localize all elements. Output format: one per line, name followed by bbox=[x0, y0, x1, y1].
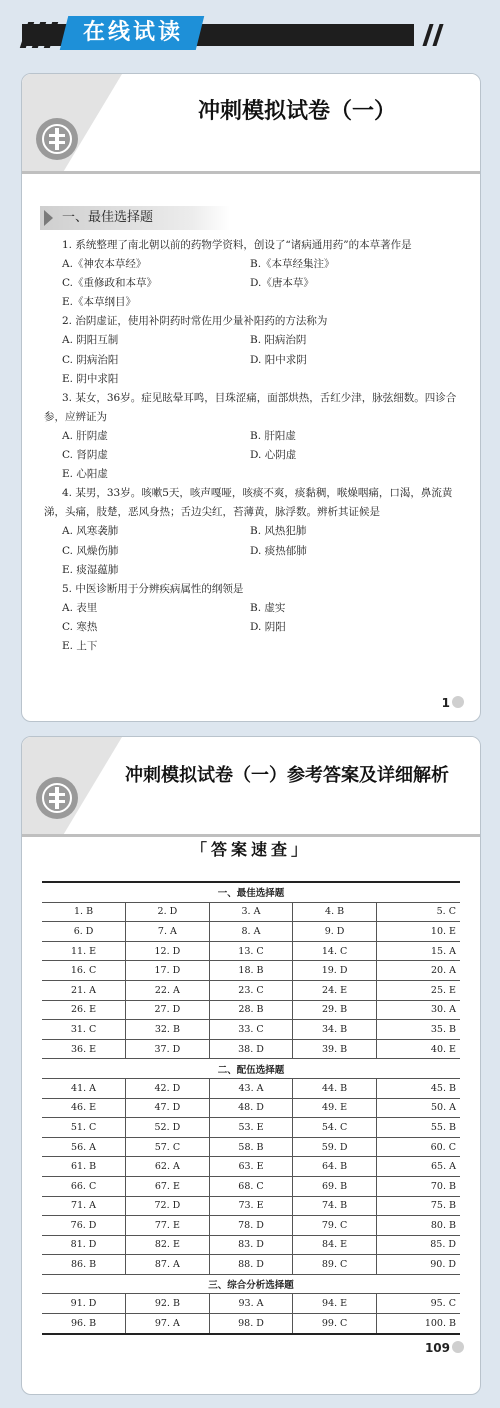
answer-cell: 92. B bbox=[126, 1294, 210, 1314]
table-row bbox=[42, 1216, 460, 1236]
option-list bbox=[44, 255, 460, 312]
answer-cell: 56. A bbox=[42, 1137, 126, 1157]
banner bbox=[0, 0, 500, 60]
answer-option: E. 上下 bbox=[62, 639, 98, 652]
answer-cell: 59. D bbox=[293, 1137, 377, 1157]
answer-cell: 7. A bbox=[126, 922, 210, 942]
answer-option: D. 阳中求阴 bbox=[250, 353, 307, 366]
answer-cell: 33. C bbox=[209, 1020, 293, 1040]
answer-cell: 52. D bbox=[126, 1118, 210, 1138]
page-header bbox=[22, 74, 480, 174]
answer-cell: 57. C bbox=[126, 1137, 210, 1157]
answer-cell: 70. B bbox=[376, 1176, 460, 1196]
page-title: 冲刺模拟试卷（一）参考答案及详细解析 bbox=[125, 765, 449, 786]
option-list bbox=[44, 522, 460, 579]
answer-cell: 64. B bbox=[293, 1157, 377, 1177]
answer-cell: 88. D bbox=[209, 1255, 293, 1275]
answer-cell: 83. D bbox=[209, 1235, 293, 1255]
answer-option: D. 痰热郁肺 bbox=[250, 544, 307, 557]
answer-cell: 80. B bbox=[376, 1216, 460, 1236]
answer-cell: 35. B bbox=[376, 1020, 460, 1040]
answer-cell: 61. B bbox=[42, 1157, 126, 1177]
table-row bbox=[42, 1255, 460, 1275]
table-row bbox=[42, 1118, 460, 1138]
flower-icon bbox=[452, 696, 464, 708]
answer-cell: 41. A bbox=[42, 1078, 126, 1098]
answer-cell: 75. B bbox=[376, 1196, 460, 1216]
answer-cell: 26. E bbox=[42, 1000, 126, 1020]
answer-cell: 34. B bbox=[293, 1020, 377, 1040]
answer-option: A. 肝阴虚 bbox=[62, 429, 108, 442]
page-number bbox=[425, 1341, 464, 1355]
answer-cell: 49. E bbox=[293, 1098, 377, 1118]
answer-cell: 99. C bbox=[293, 1314, 377, 1334]
answer-option: E. 阴中求阳 bbox=[62, 372, 119, 385]
table-row bbox=[42, 1235, 460, 1255]
table-row bbox=[42, 1157, 460, 1177]
answer-cell: 40. E bbox=[376, 1039, 460, 1059]
answer-cell: 43. A bbox=[209, 1078, 293, 1098]
answer-cell: 45. B bbox=[376, 1078, 460, 1098]
table-row bbox=[42, 980, 460, 1000]
table-row bbox=[42, 902, 460, 922]
section-heading-label: 一、最佳选择题 bbox=[62, 210, 154, 225]
answer-cell: 90. D bbox=[376, 1255, 460, 1275]
question-list bbox=[44, 236, 460, 656]
answer-cell: 17. D bbox=[126, 961, 210, 981]
header-decoration bbox=[22, 737, 480, 837]
answer-cell: 69. B bbox=[293, 1176, 377, 1196]
answer-cell: 47. D bbox=[126, 1098, 210, 1118]
answer-cell: 12. D bbox=[126, 941, 210, 961]
exam-page bbox=[21, 73, 481, 722]
answer-cell: 30. A bbox=[376, 1000, 460, 1020]
table-row bbox=[42, 1020, 460, 1040]
answer-cell: 10. E bbox=[376, 922, 460, 942]
answer-cell: 77. E bbox=[126, 1216, 210, 1236]
answer-cell: 85. D bbox=[376, 1235, 460, 1255]
answer-option: A.《神农本草经》 bbox=[62, 258, 147, 271]
table-row bbox=[42, 1078, 460, 1098]
answer-section-heading: 一、最佳选择题 bbox=[42, 882, 460, 902]
answer-cell: 37. D bbox=[126, 1039, 210, 1059]
answer-cell: 18. B bbox=[209, 961, 293, 981]
answer-cell: 39. B bbox=[293, 1039, 377, 1059]
answer-cell: 66. C bbox=[42, 1176, 126, 1196]
chevron-right-icon bbox=[44, 210, 53, 226]
answer-cell: 6. D bbox=[42, 922, 126, 942]
table-row bbox=[42, 1314, 460, 1334]
answer-cell: 32. B bbox=[126, 1020, 210, 1040]
answer-cell: 48. D bbox=[209, 1098, 293, 1118]
answer-cell: 87. A bbox=[126, 1255, 210, 1275]
table-row bbox=[42, 1294, 460, 1314]
answer-option: E.《本草纲目》 bbox=[62, 296, 137, 309]
table-row bbox=[42, 922, 460, 942]
answer-cell: 22. A bbox=[126, 980, 210, 1000]
question-text: 1. 系统整理了南北朝以前的药物学资料，创设了“诸病通用药”的本草著作是 bbox=[62, 239, 412, 251]
answer-cell: 97. A bbox=[126, 1314, 210, 1334]
answer-option: D.《唐本草》 bbox=[250, 277, 314, 290]
answer-cell: 25. E bbox=[376, 980, 460, 1000]
answer-cell: 91. D bbox=[42, 1294, 126, 1314]
answer-option: A. 阴阳互制 bbox=[62, 334, 119, 347]
answer-cell: 84. E bbox=[293, 1235, 377, 1255]
answer-cell: 9. D bbox=[293, 922, 377, 942]
answer-cell: 82. E bbox=[126, 1235, 210, 1255]
answer-cell: 76. D bbox=[42, 1216, 126, 1236]
answer-cell: 27. D bbox=[126, 1000, 210, 1020]
question-text: 5. 中医诊断用于分辨疾病属性的纲领是 bbox=[62, 582, 244, 595]
answer-cell: 19. D bbox=[293, 961, 377, 981]
answer-table bbox=[42, 881, 460, 1335]
answer-option: D. 心阴虚 bbox=[250, 449, 297, 462]
table-row bbox=[42, 1000, 460, 1020]
answer-cell: 71. A bbox=[42, 1196, 126, 1216]
answer-cell: 55. B bbox=[376, 1118, 460, 1138]
option-list bbox=[44, 599, 460, 656]
answer-cell: 67. E bbox=[126, 1176, 210, 1196]
answer-option: E. 心阳虚 bbox=[62, 468, 108, 481]
page-number-text: 1 bbox=[441, 696, 450, 710]
answer-option: E. 痰湿蕴肺 bbox=[62, 563, 119, 576]
answer-cell: 94. E bbox=[293, 1294, 377, 1314]
answer-option: C. 风燥伤肺 bbox=[62, 544, 119, 557]
answer-cell: 54. C bbox=[293, 1118, 377, 1138]
answer-option: B.《本草经集注》 bbox=[250, 258, 335, 271]
question-text: 2. 治阴虚证，使用补阴药时常佐用少量补阳药的方法称为 bbox=[62, 315, 328, 328]
answer-cell: 42. D bbox=[126, 1078, 210, 1098]
answer-cell: 65. A bbox=[376, 1157, 460, 1177]
question-text: 4. 某男，33岁。咳嗽5天，咳声嘎哑，咳痰不爽，痰黏稠，喉燥咽痛，口渴，鼻流黄涕，头痛，肢楚，恶风身热；舌边尖红，苔薄黄，脉浮数。辨析其证候是 bbox=[44, 487, 453, 519]
answer-cell: 38. D bbox=[209, 1039, 293, 1059]
answer-cell: 86. B bbox=[42, 1255, 126, 1275]
answer-cell: 60. C bbox=[376, 1137, 460, 1157]
table-row bbox=[42, 961, 460, 981]
answer-cell: 53. E bbox=[209, 1118, 293, 1138]
option-list bbox=[44, 331, 460, 388]
question-text: 3. 某女，36岁。症见眩晕耳鸣，目珠涩痛，面部烘热，舌红少津，脉弦细数。四诊合参，应辨证为 bbox=[44, 391, 457, 423]
table-row bbox=[42, 1098, 460, 1118]
answer-cell: 14. C bbox=[293, 941, 377, 961]
answer-cell: 81. D bbox=[42, 1235, 126, 1255]
answer-option: B. 肝阳虚 bbox=[250, 429, 296, 442]
answer-cell: 2. D bbox=[126, 902, 210, 922]
answer-subtitle: 「答案速查」 bbox=[190, 840, 311, 859]
answer-cell: 78. D bbox=[209, 1216, 293, 1236]
table-row bbox=[42, 1196, 460, 1216]
answer-section-heading: 二、配伍选择题 bbox=[42, 1059, 460, 1079]
answer-cell: 11. E bbox=[42, 941, 126, 961]
answer-cell: 44. B bbox=[293, 1078, 377, 1098]
answer-cell: 50. A bbox=[376, 1098, 460, 1118]
banner-slash-decoration-right bbox=[418, 24, 476, 46]
flower-icon bbox=[452, 1341, 464, 1353]
answer-cell: 5. C bbox=[376, 902, 460, 922]
option-list bbox=[44, 427, 460, 484]
answer-section-heading: 三、综合分析选择题 bbox=[42, 1274, 460, 1294]
answer-cell: 89. C bbox=[293, 1255, 377, 1275]
page-number bbox=[442, 696, 464, 710]
page-title: 冲刺模拟试卷（一） bbox=[197, 98, 396, 124]
emblem-icon bbox=[36, 118, 78, 160]
answer-option: C.《重修政和本草》 bbox=[62, 277, 157, 290]
answer-cell: 100. B bbox=[376, 1314, 460, 1334]
answer-option: C. 肾阴虚 bbox=[62, 449, 108, 462]
answer-option: A. 表里 bbox=[62, 601, 98, 614]
answer-cell: 68. C bbox=[209, 1176, 293, 1196]
answer-option: A. 风寒袭肺 bbox=[62, 525, 119, 538]
answer-cell: 31. C bbox=[42, 1020, 126, 1040]
answer-cell: 24. E bbox=[293, 980, 377, 1000]
answer-cell: 29. B bbox=[293, 1000, 377, 1020]
answer-option: B. 风热犯肺 bbox=[250, 525, 307, 538]
answer-cell: 13. C bbox=[209, 941, 293, 961]
answer-cell: 23. C bbox=[209, 980, 293, 1000]
answer-cell: 72. D bbox=[126, 1196, 210, 1216]
answer-option: C. 寒热 bbox=[62, 620, 98, 633]
answer-cell: 20. A bbox=[376, 961, 460, 981]
answer-page bbox=[21, 736, 481, 1395]
answer-cell: 51. C bbox=[42, 1118, 126, 1138]
page-header bbox=[22, 737, 480, 837]
section-heading bbox=[40, 206, 230, 230]
answer-cell: 8. A bbox=[209, 922, 293, 942]
page-number-text: 109 bbox=[424, 1341, 450, 1355]
answer-cell: 79. C bbox=[293, 1216, 377, 1236]
answer-cell: 36. E bbox=[42, 1039, 126, 1059]
answer-cell: 62. A bbox=[126, 1157, 210, 1177]
answer-cell: 58. B bbox=[209, 1137, 293, 1157]
answer-cell: 1. B bbox=[42, 902, 126, 922]
answer-cell: 28. B bbox=[209, 1000, 293, 1020]
table-row bbox=[42, 941, 460, 961]
answer-cell: 95. C bbox=[376, 1294, 460, 1314]
answer-option: C. 阴病治阳 bbox=[62, 353, 119, 366]
answer-cell: 16. C bbox=[42, 961, 126, 981]
table-row bbox=[42, 1176, 460, 1196]
answer-cell: 15. A bbox=[376, 941, 460, 961]
answer-option: D. 阴阳 bbox=[250, 620, 286, 633]
table-row bbox=[42, 1039, 460, 1059]
answer-cell: 46. E bbox=[42, 1098, 126, 1118]
answer-option: B. 虚实 bbox=[250, 601, 286, 614]
table-row bbox=[42, 1137, 460, 1157]
answer-cell: 74. B bbox=[293, 1196, 377, 1216]
emblem-icon bbox=[36, 777, 78, 819]
answer-cell: 96. B bbox=[42, 1314, 126, 1334]
answer-option: B. 阳病治阴 bbox=[250, 334, 307, 347]
banner-label: 在线试读 bbox=[82, 20, 183, 45]
answer-cell: 63. E bbox=[209, 1157, 293, 1177]
answer-cell: 21. A bbox=[42, 980, 126, 1000]
answer-cell: 4. B bbox=[293, 902, 377, 922]
answer-cell: 93. A bbox=[209, 1294, 293, 1314]
answer-cell: 73. E bbox=[209, 1196, 293, 1216]
answer-cell: 98. D bbox=[209, 1314, 293, 1334]
answer-cell: 3. A bbox=[209, 902, 293, 922]
